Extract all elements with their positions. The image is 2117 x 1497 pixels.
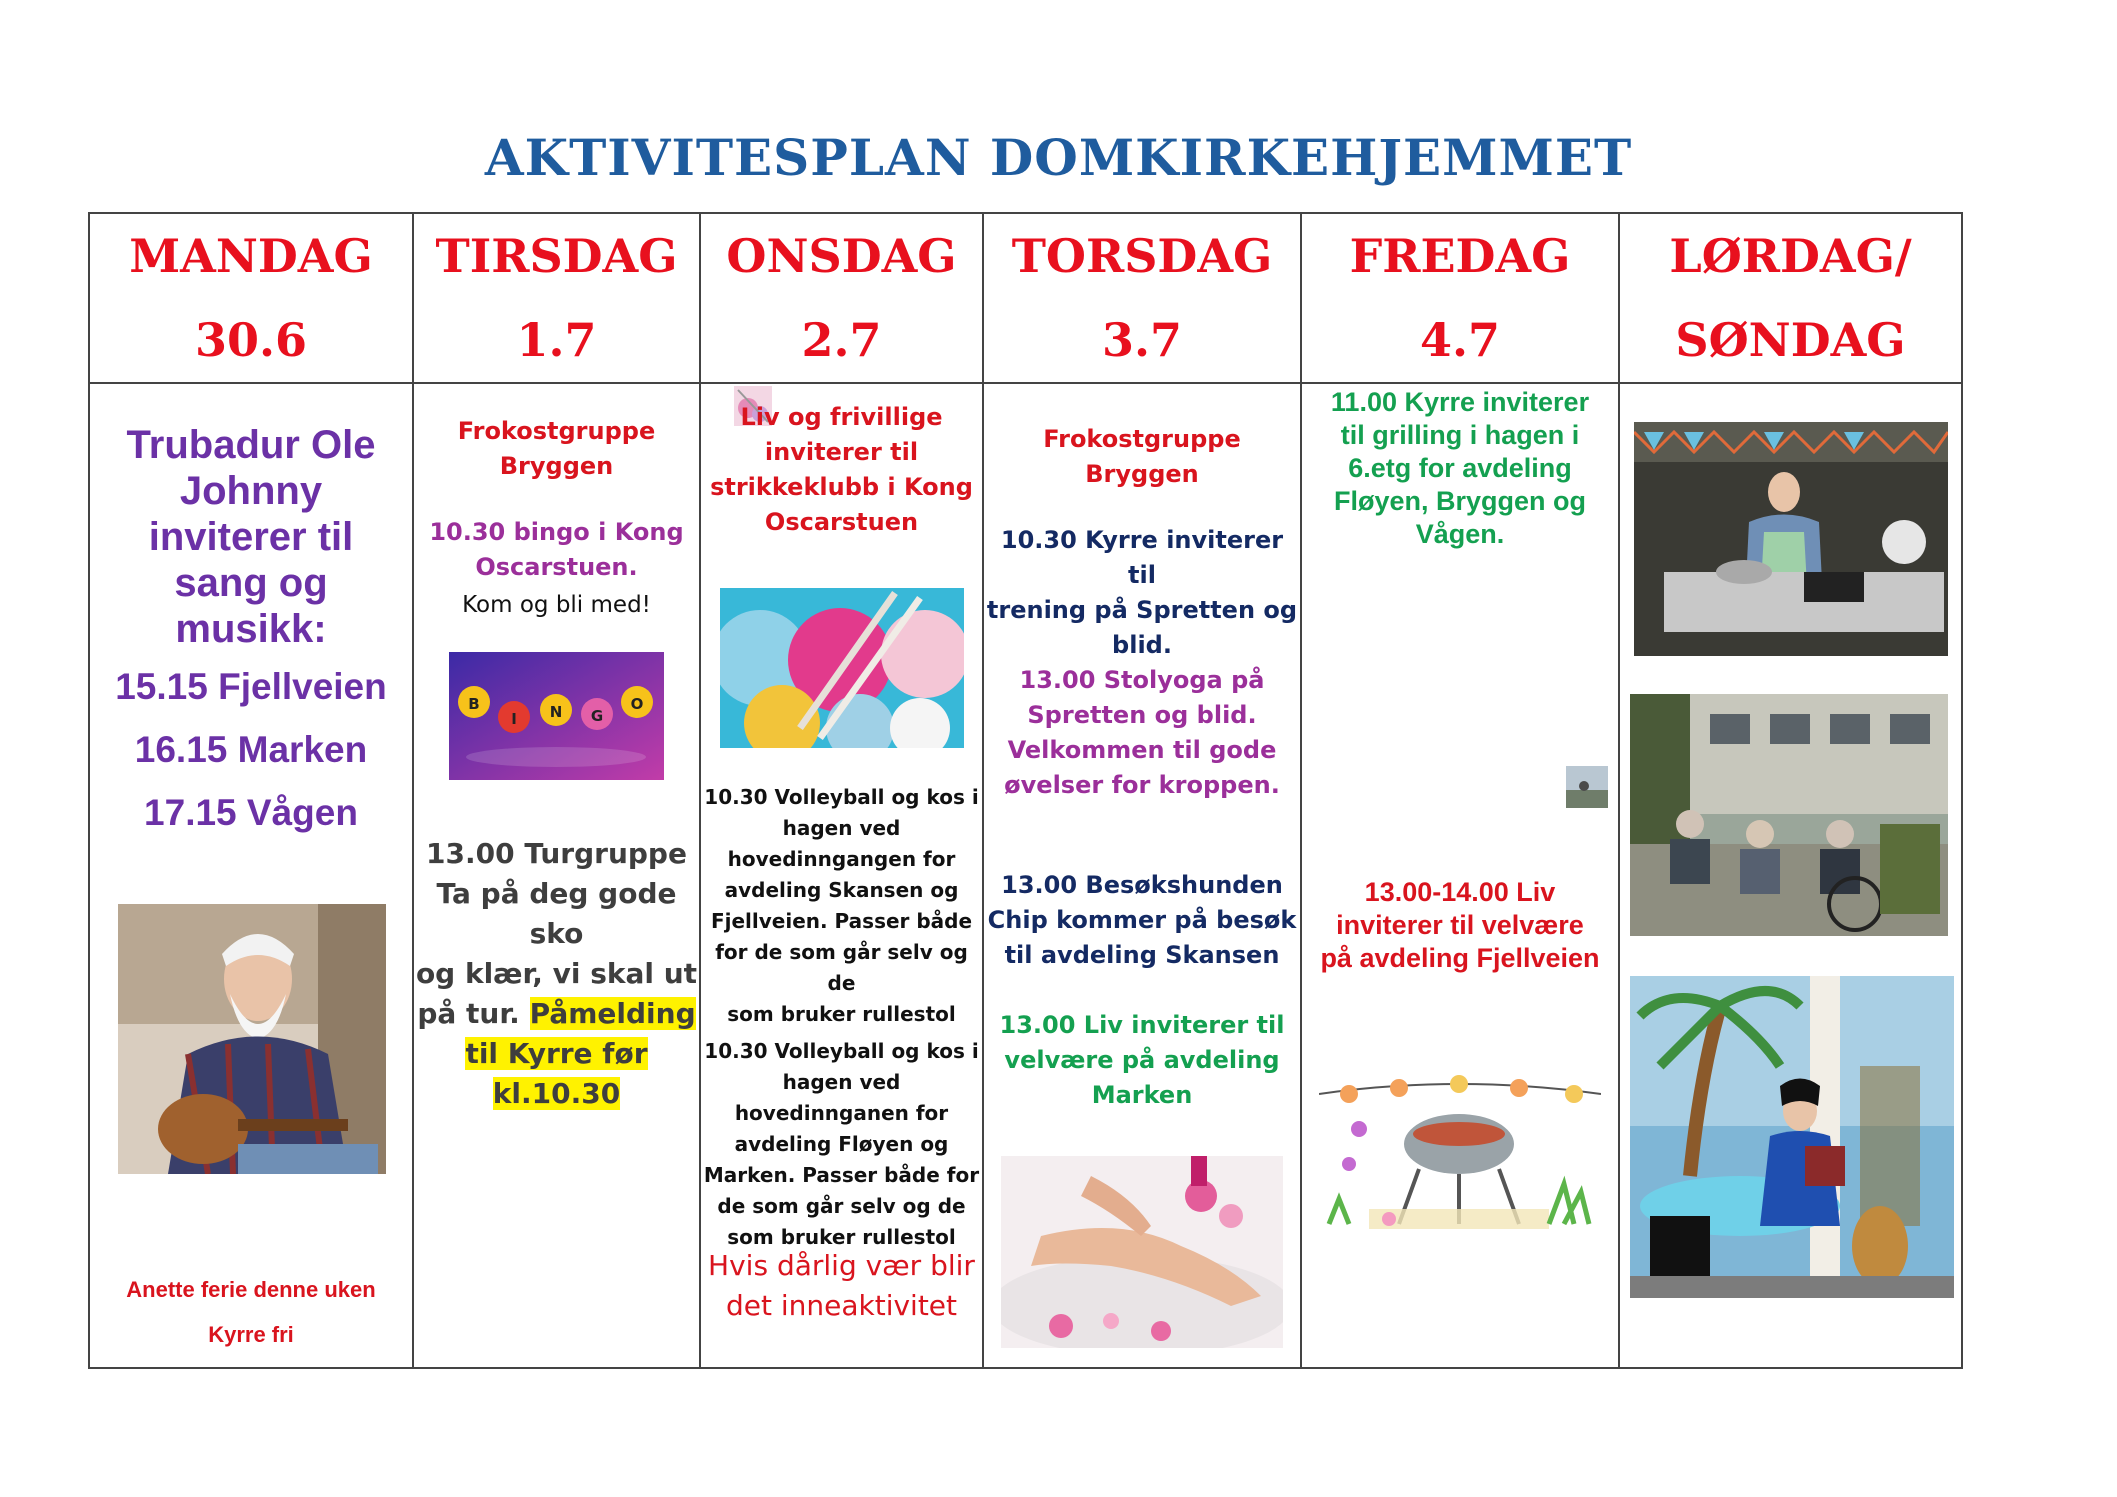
activity-table [88,212,1963,1369]
text-line: Marken [1091,1081,1193,1109]
tuesday-tur [414,834,699,1114]
text-line: 10.30 Volleyball og kos i [704,785,979,809]
header-weekend [1619,213,1962,383]
text-line: velvære på avdeling [1004,1046,1280,1074]
day-name: TORSDAG [1011,229,1273,283]
thursday-group [984,422,1300,492]
bingo-letter: G [590,707,604,725]
tuesday-bingo-invite: Kom og bli med! [462,592,651,618]
bingo-letter: N [549,703,563,721]
text-line: Marken. Passer både for [703,1163,980,1187]
weekend-photo-1 [1634,422,1948,656]
day-name: ONSDAG [726,229,957,283]
text-line: 13.00-14.00 Liv [1364,877,1556,907]
text-line: de som går selv og de [717,1194,966,1218]
cell-monday [89,383,413,1368]
cell-wednesday [700,383,983,1368]
thursday-wellness [984,1008,1300,1113]
bingo-letter: O [630,695,644,713]
text-line: Vågen. [1415,519,1505,549]
monday-footer-2: Kyrre fri [208,1322,294,1347]
text-line: som bruker rullestol [727,1225,956,1249]
tuesday-bingo [414,515,699,585]
day-date: 4.7 [1419,313,1501,367]
header-wednesday [700,213,983,383]
text-line: Fjellveien. Passer både [710,909,973,933]
monday-time-1: 15.15 Fjellveien [115,666,387,707]
day-date: 3.7 [1101,313,1183,367]
cell-tuesday [413,383,700,1368]
monday-time-2: 16.15 Marken [134,729,368,770]
text-line: hagen ved [782,1070,901,1094]
day-date: SØNDAG [1675,313,1906,367]
text-line: og klær, vi skal ut [415,957,698,990]
monday-main-text [90,422,412,652]
text-line: øvelser for kroppen. [1004,771,1280,799]
friday-grill [1302,386,1618,551]
text-line: 13.00 Turgruppe [426,837,687,870]
text-line: inviterer til velvære [1336,910,1584,940]
signup-highlight: til Kyrre før kl.10.30 [465,1037,648,1110]
text-line: 10.30 Volleyball og kos i [704,1039,979,1063]
text-line: strikkeklubb i Kong [710,473,973,501]
text-line: inviterer til [148,515,354,559]
text-span: på tur. [417,997,520,1030]
monday-footer-1: Anette ferie denne uken [126,1277,376,1302]
friday-wellness [1302,876,1618,975]
page-title: AKTIVITESPLAN DOMKIRKEHJEMMET [484,128,1633,187]
header-thursday [983,213,1301,383]
text-line: Velkommen til gode [1007,736,1277,764]
text-line: Fløyen, Bryggen og [1333,486,1587,516]
monday-time-3: 17.15 Vågen [144,792,358,833]
text-line: Frokostgruppe [457,417,656,445]
text-line: 13.00 Stolyoga på [1019,666,1265,694]
text-line: avdeling Skansen og [724,878,959,902]
yarn-image [720,588,964,748]
cell-friday [1301,383,1619,1368]
text-line: det inneaktivitet [725,1289,958,1322]
cell-weekend [1619,383,1962,1368]
text-line: 13.00 Liv inviterer til [999,1011,1285,1039]
text-line: Frokostgruppe [1043,425,1241,453]
day-name: TIRSDAG [435,229,678,283]
thursday-yoga [984,663,1300,803]
text-line: hagen ved [782,816,901,840]
text-line: Spretten og blid. [1027,701,1257,729]
text-line: trening på Spretten og [986,596,1298,624]
thursday-training [984,523,1300,663]
text-line: på avdeling Fjellveien [1320,943,1600,973]
text-line: Oscarstuen. [475,553,638,581]
day-name: FREDAG [1349,229,1571,283]
weekend-photo-2 [1630,694,1948,936]
bingo-letter: I [511,710,517,728]
text-line: Oscarstuen [764,508,919,536]
text-line [414,994,699,1034]
text-line: hovedinngangen for [727,847,956,871]
day-date: 2.7 [801,313,882,367]
cell-thursday [983,383,1301,1368]
text-line: blid. [1112,631,1172,659]
wednesday-knit [701,400,982,540]
text-line: Trubadur Ole [126,423,376,467]
text-line: inviterer til [764,438,919,466]
text-line: Bryggen [1085,460,1199,488]
grill-illustration [1319,1074,1601,1244]
day-date: 30.6 [194,313,308,367]
day-date: 1.7 [516,313,597,367]
text-line: 11.00 Kyrre inviterer [1330,387,1590,417]
header-row [89,213,1962,383]
text-line: som bruker rullestol [727,1002,956,1026]
day-name: MANDAG [129,229,373,283]
header-monday [89,213,413,383]
text-line: til avdeling Skansen [1004,941,1280,969]
header-tuesday [413,213,700,383]
text-line: 6.etg for avdeling [1348,453,1572,483]
signup-highlight: Påmelding [529,997,696,1030]
bingo-image [449,652,664,780]
text-line: 10.30 bingo i Kong [429,518,684,546]
text-line: for de som går selv og de [715,940,968,995]
text-line: avdeling Fløyen og [734,1132,949,1156]
tuesday-group [414,414,699,484]
text-line: Liv og frivillige [740,403,943,431]
text-line: hovedinnganen for [734,1101,949,1125]
text-line: sang og [174,561,328,605]
wednesday-volleyball-1 [701,782,982,1030]
text-line: musikk: [175,607,327,651]
small-photo [1566,766,1608,808]
bingo-letter: B [468,695,480,713]
day-name: LØRDAG/ [1669,229,1912,283]
text-line: Johnny [179,469,323,513]
thursday-dog [984,868,1300,973]
wednesday-volleyball-2 [701,1036,982,1253]
content-row [89,383,1962,1368]
text-line: Ta på deg gode sko [436,877,677,950]
text-line: 10.30 Kyrre inviterer til [1000,526,1284,589]
text-line: til grilling i hagen i [1340,420,1580,450]
troubadour-photo [118,904,386,1174]
text-line [414,1034,699,1114]
text-line: Hvis dårlig vær blir [708,1249,975,1282]
text-line: Chip kommer på besøk [987,906,1297,934]
text-line: 13.00 Besøkshunden [1001,871,1283,899]
wednesday-weather [701,1246,982,1326]
header-friday [1301,213,1619,383]
text-line: Bryggen [499,452,614,480]
manicure-image [1001,1156,1283,1348]
weekend-photo-3 [1630,976,1954,1298]
